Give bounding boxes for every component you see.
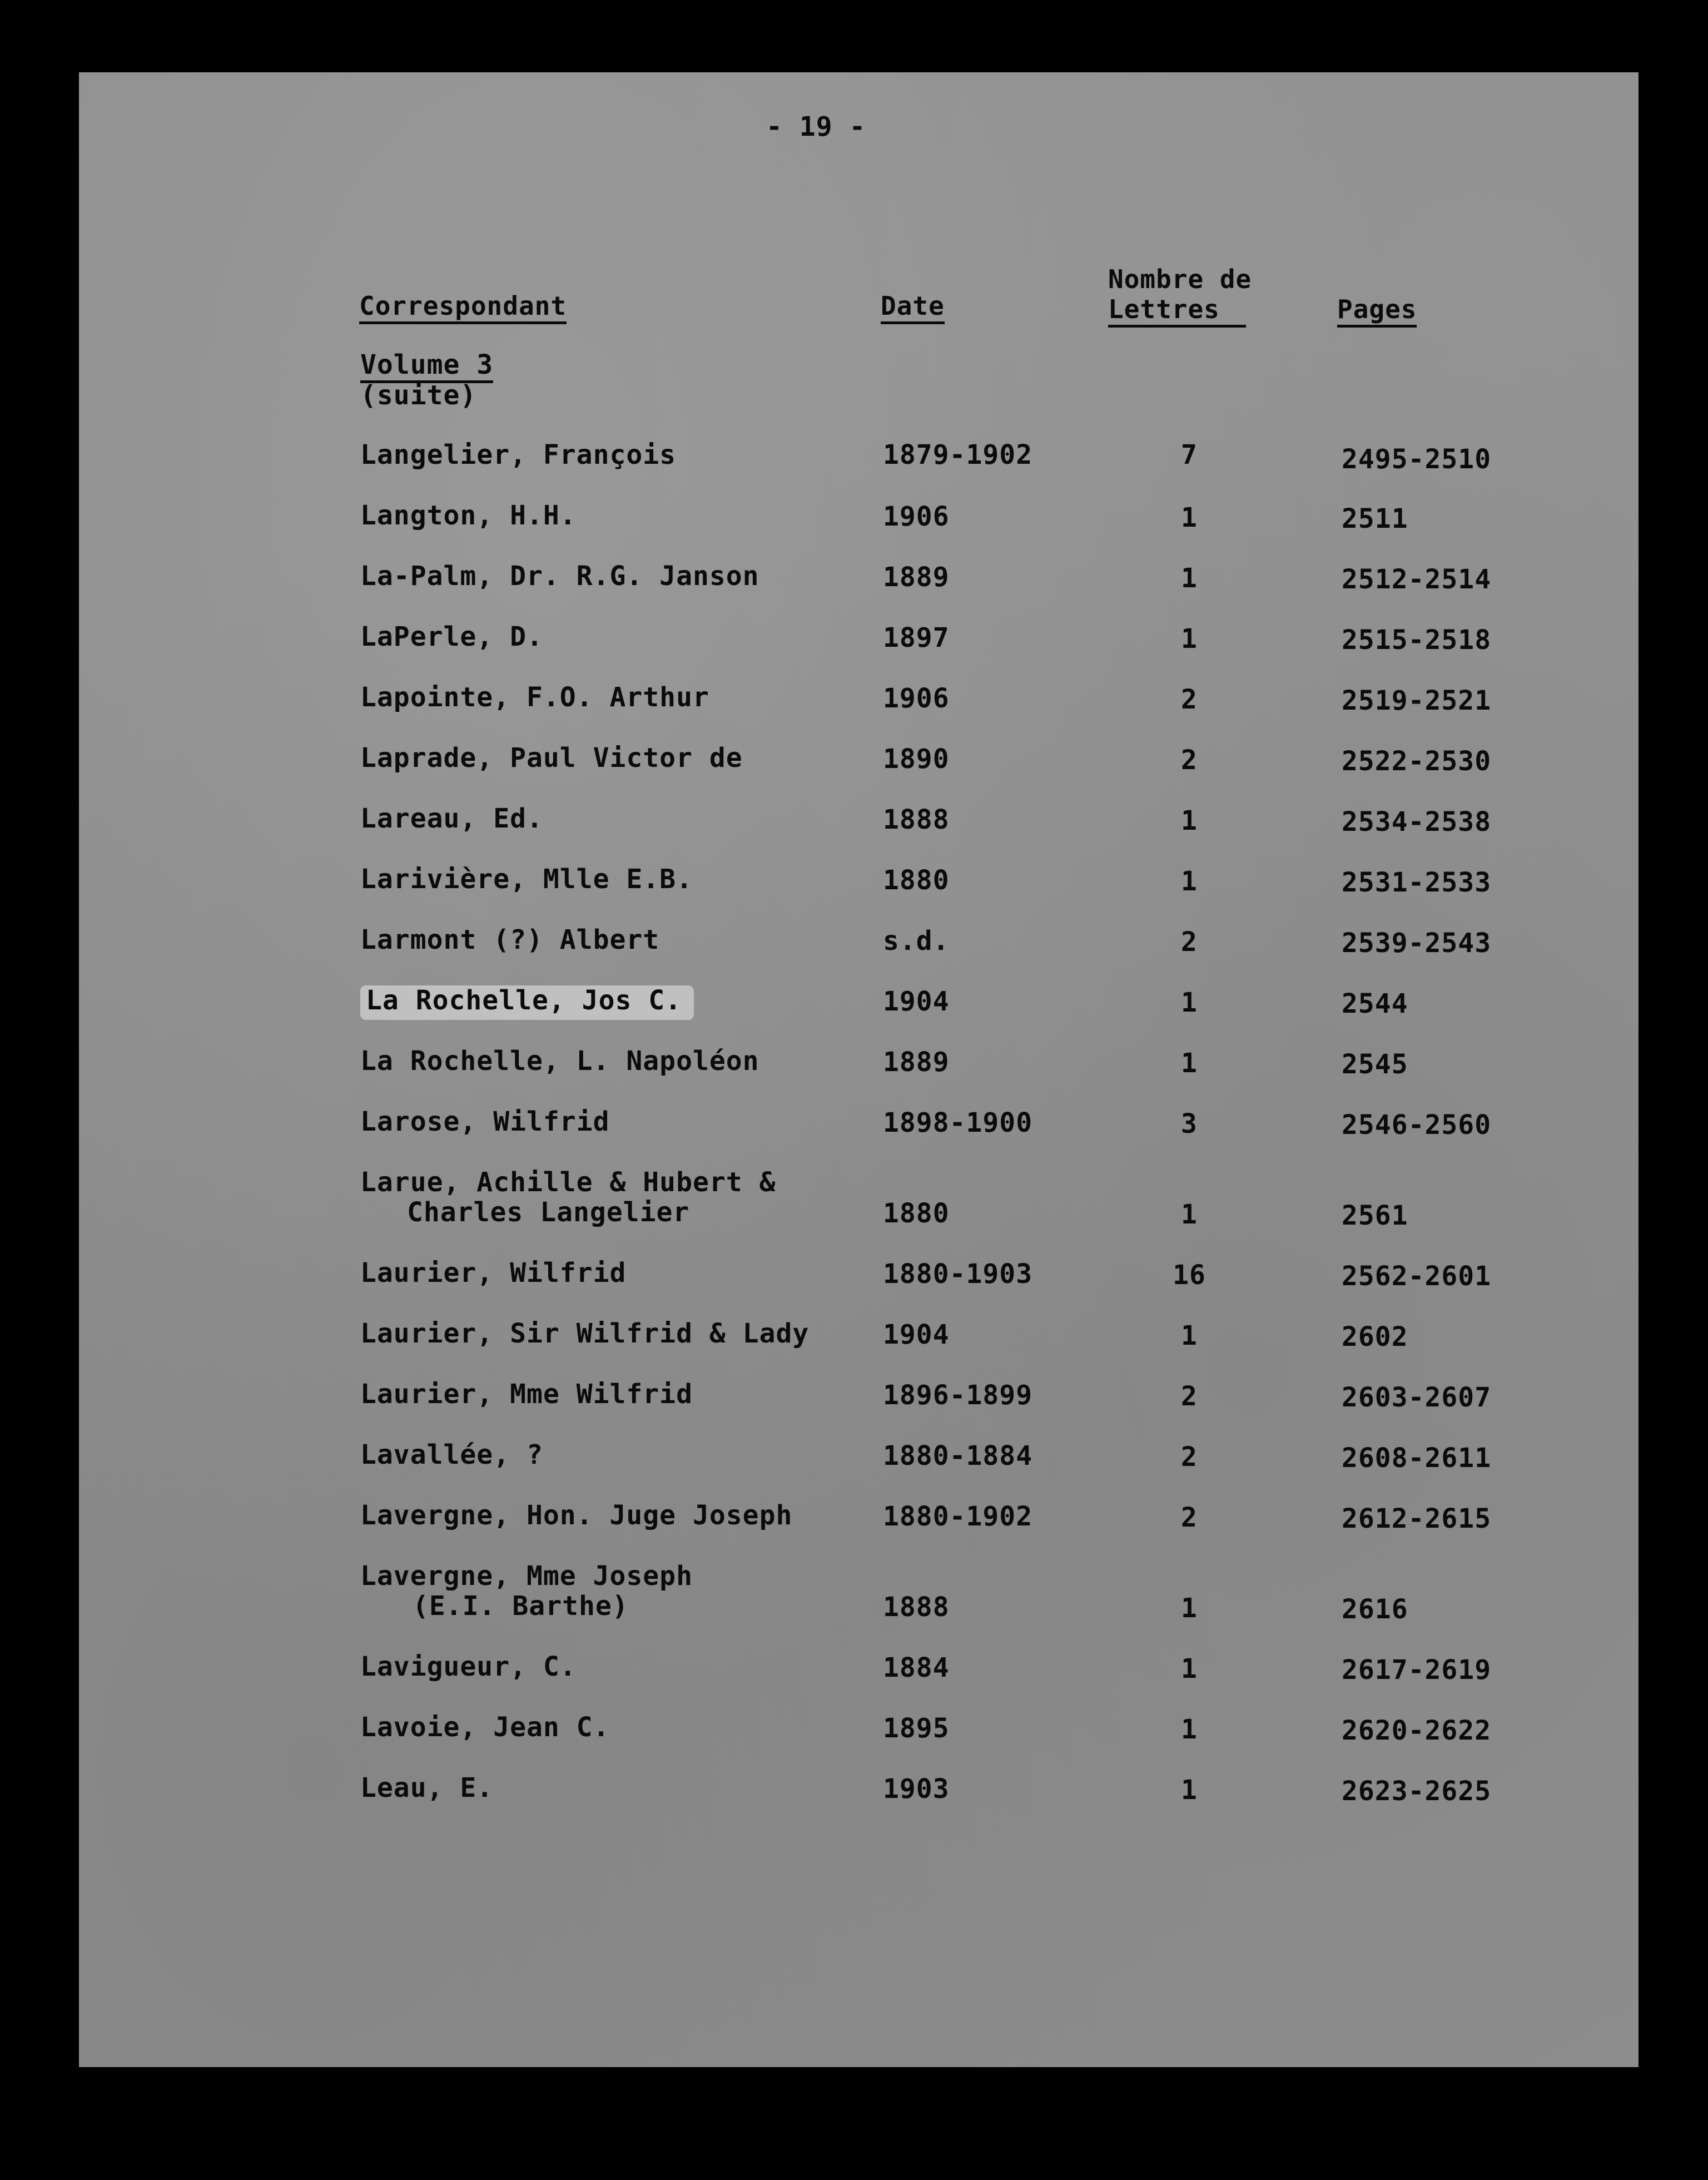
row-pages: 2534-2538 bbox=[1342, 806, 1492, 838]
row-date: 1903 bbox=[883, 1773, 950, 1805]
row-date: 1898-1900 bbox=[883, 1107, 1033, 1138]
row-pages: 2511 bbox=[1342, 503, 1408, 534]
row-name: Langton, H.H. bbox=[360, 500, 577, 531]
row-count: 1 bbox=[1181, 1048, 1198, 1079]
row-date: 1884 bbox=[883, 1652, 950, 1683]
row-count: 1 bbox=[1181, 987, 1198, 1018]
row-count: 2 bbox=[1181, 1381, 1198, 1412]
row-name: Laurier, Sir Wilfrid & Lady bbox=[360, 1318, 810, 1349]
row-count: 2 bbox=[1181, 1441, 1198, 1473]
row-name: LaPerle, D. bbox=[360, 621, 543, 652]
row-pages: 2603-2607 bbox=[1342, 1382, 1492, 1413]
row-name: Laurier, Wilfrid bbox=[360, 1257, 627, 1289]
row-count: 1 bbox=[1181, 1199, 1198, 1230]
row-pages: 2561 bbox=[1342, 1200, 1408, 1231]
row-pages: 2495-2510 bbox=[1342, 444, 1492, 475]
row-count: 1 bbox=[1181, 1653, 1198, 1684]
row-date: 1889 bbox=[883, 562, 950, 593]
row-date: 1897 bbox=[883, 622, 950, 653]
row-pages: 2620-2622 bbox=[1342, 1715, 1492, 1746]
row-count: 1 bbox=[1181, 623, 1198, 655]
row-name: Larue, Achille & Hubert & bbox=[360, 1167, 776, 1198]
row-name: La Rochelle, Jos C. bbox=[366, 985, 682, 1016]
row-count: 16 bbox=[1173, 1260, 1206, 1291]
row-pages: 2616 bbox=[1342, 1594, 1408, 1625]
row-name: Leau, E. bbox=[360, 1772, 494, 1804]
row-pages: 2545 bbox=[1342, 1049, 1408, 1080]
row-date: 1888 bbox=[883, 804, 950, 835]
row-date: 1880-1884 bbox=[883, 1440, 1033, 1472]
row-count: 7 bbox=[1181, 439, 1198, 470]
row-date: 1895 bbox=[883, 1713, 950, 1744]
row-name: Lavigueur, C. bbox=[360, 1651, 577, 1682]
row-date: 1906 bbox=[883, 683, 950, 714]
row-name: Larmont (?) Albert bbox=[360, 924, 660, 955]
row-name-continued: (E.I. Barthe) bbox=[413, 1591, 629, 1622]
row-count: 3 bbox=[1181, 1108, 1198, 1139]
row-pages: 2522-2530 bbox=[1342, 746, 1492, 777]
row-name: Lavergne, Hon. Juge Joseph bbox=[360, 1500, 793, 1531]
header-correspondant: Correspondant bbox=[359, 291, 567, 324]
row-pages: 2515-2518 bbox=[1342, 625, 1492, 656]
row-pages: 2617-2619 bbox=[1342, 1654, 1492, 1686]
row-count: 1 bbox=[1181, 563, 1198, 594]
row-count: 1 bbox=[1181, 1320, 1198, 1351]
row-count: 2 bbox=[1181, 684, 1198, 715]
row-count: 2 bbox=[1181, 745, 1198, 776]
row-pages: 2562-2601 bbox=[1342, 1261, 1492, 1292]
row-date: s.d. bbox=[883, 925, 950, 957]
row-name: Laurier, Mme Wilfrid bbox=[360, 1379, 693, 1410]
row-pages: 2612-2615 bbox=[1342, 1503, 1492, 1534]
row-count: 2 bbox=[1181, 1502, 1198, 1533]
document-page bbox=[79, 72, 1639, 2067]
row-date: 1880-1902 bbox=[883, 1501, 1033, 1532]
section-subtitle: (suite) bbox=[360, 380, 477, 411]
row-pages: 2544 bbox=[1342, 988, 1408, 1019]
row-name: Larose, Wilfrid bbox=[360, 1106, 610, 1137]
row-count: 2 bbox=[1181, 926, 1198, 958]
row-date: 1896-1899 bbox=[883, 1380, 1033, 1411]
page-number: - 19 - bbox=[766, 111, 866, 142]
row-count: 1 bbox=[1181, 502, 1198, 533]
section-title: Volume 3 bbox=[360, 350, 493, 383]
row-date: 1879-1902 bbox=[883, 439, 1033, 470]
row-pages: 2546-2560 bbox=[1342, 1109, 1492, 1141]
row-pages: 2531-2533 bbox=[1342, 867, 1492, 898]
row-name: Lavoie, Jean C. bbox=[360, 1712, 610, 1743]
header-date: Date bbox=[881, 291, 945, 324]
row-count: 1 bbox=[1181, 1775, 1198, 1806]
row-date: 1906 bbox=[883, 501, 950, 532]
row-date: 1889 bbox=[883, 1047, 950, 1078]
row-pages: 2608-2611 bbox=[1342, 1443, 1492, 1474]
row-date: 1880-1903 bbox=[883, 1259, 1033, 1290]
row-count: 1 bbox=[1181, 866, 1198, 897]
row-pages: 2519-2521 bbox=[1342, 685, 1492, 716]
row-name-continued: Charles Langelier bbox=[407, 1197, 690, 1228]
row-date: 1904 bbox=[883, 1319, 950, 1350]
row-count: 1 bbox=[1181, 1714, 1198, 1745]
row-name: Lavergne, Mme Joseph bbox=[360, 1560, 693, 1592]
header-pages: Pages bbox=[1337, 295, 1417, 328]
row-name: Larivière, Mlle E.B. bbox=[360, 864, 693, 895]
row-name: Laprade, Paul Victor de bbox=[360, 742, 743, 774]
row-date: 1880 bbox=[883, 865, 950, 896]
row-date: 1904 bbox=[883, 986, 950, 1017]
row-date: 1888 bbox=[883, 1592, 950, 1623]
row-name: Langelier, François bbox=[360, 439, 677, 470]
row-name: La-Palm, Dr. R.G. Janson bbox=[360, 561, 759, 592]
row-pages: 2539-2543 bbox=[1342, 928, 1492, 959]
header-nombre-line2: Lettres bbox=[1108, 295, 1246, 328]
header-nombre-line1: Nombre de bbox=[1108, 264, 1252, 294]
row-name: Lavallée, ? bbox=[360, 1439, 543, 1470]
row-pages: 2512-2514 bbox=[1342, 564, 1492, 595]
row-date: 1890 bbox=[883, 744, 950, 775]
row-count: 1 bbox=[1181, 1593, 1198, 1624]
row-name: La Rochelle, L. Napoléon bbox=[360, 1046, 759, 1077]
row-name: Lapointe, F.O. Arthur bbox=[360, 682, 709, 713]
row-name: Lareau, Ed. bbox=[360, 803, 543, 834]
row-pages: 2623-2625 bbox=[1342, 1776, 1492, 1807]
row-pages: 2602 bbox=[1342, 1321, 1408, 1352]
row-date: 1880 bbox=[883, 1198, 950, 1229]
row-count: 1 bbox=[1181, 805, 1198, 836]
